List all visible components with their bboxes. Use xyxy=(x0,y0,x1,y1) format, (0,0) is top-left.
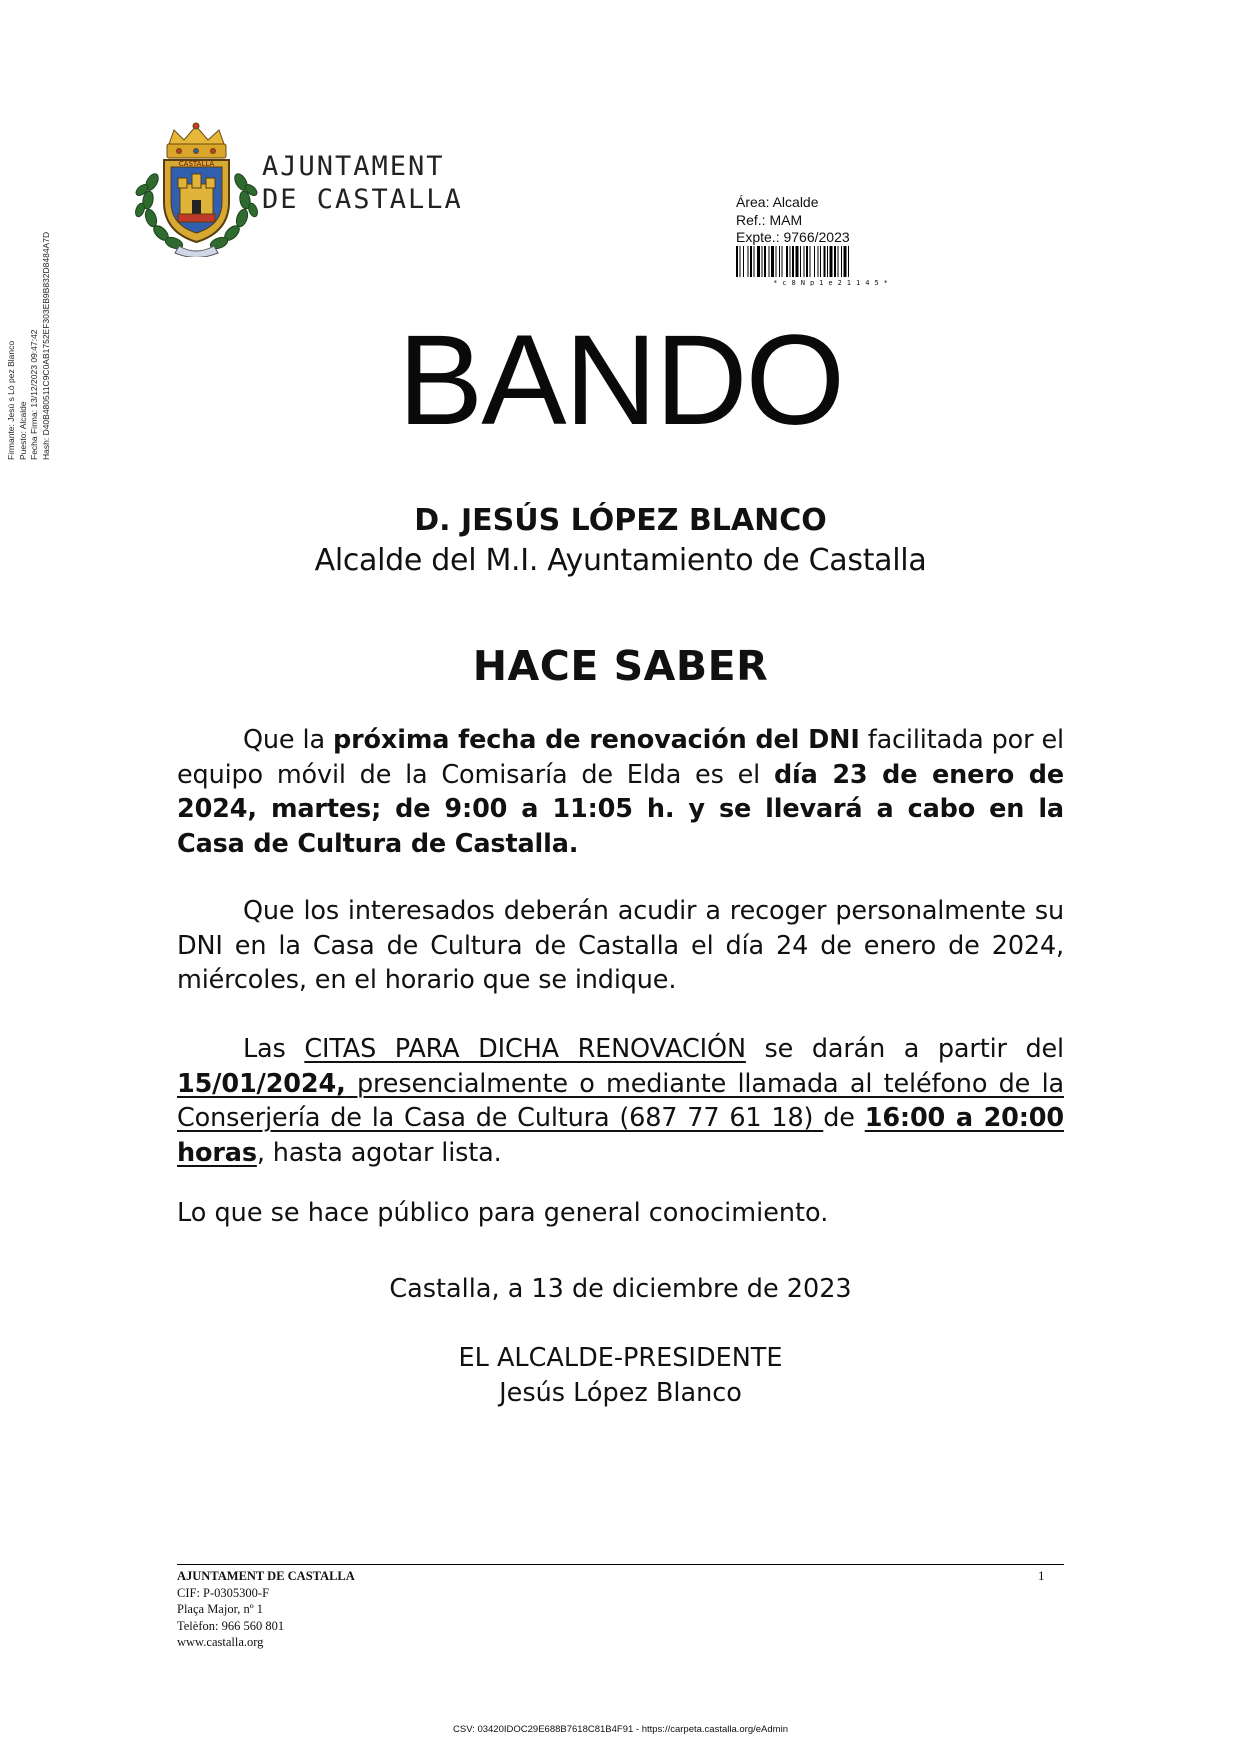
barcode-bar xyxy=(848,246,849,277)
barcode-bar xyxy=(743,246,744,277)
p1-bold-2: día 23 de enero de 2024, martes; de 9:00 a 11:05 h. y se llevará a cabo en la Casa de Cultura de Castalla. xyxy=(177,759,1064,859)
issuer-role: Alcalde del M.I. Ayuntamiento de Castalla xyxy=(314,543,927,578)
paragraph-appointments xyxy=(177,1032,1064,1170)
footer-divider xyxy=(177,1564,1064,1565)
barcode-bar xyxy=(810,246,811,277)
footer-cif: CIF: P-0305300-F xyxy=(177,1585,270,1600)
barcode-bar xyxy=(769,246,770,277)
barcode-bar xyxy=(841,246,842,277)
p1-text-2: facilitada por el equipo móvil de la Comisaría de Elda es el xyxy=(177,725,1064,790)
institution-line-1: AJUNTAMENT xyxy=(262,151,445,182)
signer-title: EL ALCALDE-PRESIDENTE xyxy=(458,1343,783,1373)
barcode-bar xyxy=(824,246,826,277)
area-label: Área: Alcalde xyxy=(736,194,819,210)
place-and-date: Castalla, a 13 de diciembre de 2023 xyxy=(389,1274,852,1304)
p2-text: Que los interesados deberán acudir a recoger personalmente su DNI en la Casa de Cultura de Castalla el día 24 de enero de 2024, miércoles, en el horario que se indique. xyxy=(177,896,1064,995)
barcode-bar xyxy=(834,246,836,277)
document-barcode xyxy=(736,246,930,286)
signer-name: Jesús López Blanco xyxy=(499,1378,742,1408)
p3-underline-1: CITAS PARA DICHA RENOVACIÓN xyxy=(304,1034,746,1064)
expte-label: Expte.: 9766/2023 xyxy=(736,229,850,245)
hash-line: Hash: D40B480511C9C0AB1752EF303EB9B832D8484A7D xyxy=(40,231,51,460)
barcode-bar xyxy=(806,246,808,277)
barcode-bar xyxy=(776,246,777,277)
barcode-text: *c8Np1e21145* xyxy=(773,279,893,286)
p3-underline-bold-2: 16:00 a 20:00 horas xyxy=(177,1103,1064,1168)
p1-text-1: Que la xyxy=(243,725,334,755)
barcode-bar xyxy=(762,246,763,277)
barcode-bar xyxy=(830,246,833,277)
p3-text-3: de xyxy=(823,1103,865,1133)
barcode-bar xyxy=(786,246,788,277)
barcode-bar xyxy=(771,246,774,277)
barcode-bar xyxy=(779,246,780,277)
closing-statement: Lo que se hace público para general conocimiento. xyxy=(177,1198,829,1228)
barcode-bar xyxy=(757,246,760,277)
signer-line: Firmante: Jesú s Ló pez Blanco xyxy=(6,340,16,460)
barcode-bar xyxy=(750,246,752,277)
p3-underline-bold-1: 15/01/2024, xyxy=(177,1068,346,1099)
p3-text-1: Las xyxy=(243,1034,305,1064)
p1-bold-1: próxima fecha de renovación del DNI xyxy=(333,725,860,755)
footer xyxy=(177,1568,355,1651)
barcode-bar xyxy=(818,246,819,277)
p3-underline-2: presencialmente o mediante llamada al teléfono de la Conserjería de la Casa de Cultura (687 77 61 18) xyxy=(177,1068,1064,1133)
institution-name xyxy=(262,150,463,216)
barcode-bar xyxy=(804,246,805,277)
footer-phone: Telèfon: 966 560 801 xyxy=(177,1618,285,1633)
barcode-bar xyxy=(748,246,749,277)
barcode-bar xyxy=(814,246,815,277)
barcode-bar xyxy=(764,246,766,277)
section-heading: HACE SABER xyxy=(472,642,769,690)
footer-organization: AJUNTAMENT DE CASTALLA xyxy=(177,1569,355,1583)
barcode-bar xyxy=(736,246,738,277)
barcode-bar xyxy=(844,246,847,277)
page-number: 1 xyxy=(1038,1568,1045,1583)
barcode-bar xyxy=(792,246,794,277)
issuer-name: D. JESÚS LÓPEZ BLANCO xyxy=(414,503,827,538)
document-metadata xyxy=(736,194,850,247)
barcode-bar xyxy=(820,246,821,277)
document-title: BANDO xyxy=(397,309,844,452)
barcode-bar xyxy=(782,246,783,277)
barcode-bar xyxy=(796,246,799,277)
paragraph-dni-pickup xyxy=(177,894,1064,998)
barcode-bar xyxy=(740,246,741,277)
p3-text-4: , hasta agotar lista. xyxy=(256,1137,502,1168)
barcode-bar xyxy=(838,246,839,277)
footer-website: www.castalla.org xyxy=(177,1635,264,1649)
paragraph-dni-renewal xyxy=(177,723,1064,861)
barcode-bar xyxy=(800,246,801,277)
p3-text-2: se darán a partir del xyxy=(745,1034,1064,1064)
footer-address: Plaça Major, nº 1 xyxy=(177,1602,263,1616)
barcode-bar xyxy=(790,246,791,277)
barcode-bar xyxy=(754,246,755,277)
csv-verification-code: CSV: 03420IDOC29E688B7618C81B4F91 - https://carpeta.castalla.org/eAdmin xyxy=(453,1724,788,1735)
barcode-bar xyxy=(827,246,828,277)
institution-line-2: DE CASTALLA xyxy=(262,184,463,215)
position-line: Puesto: Alcalde xyxy=(17,401,28,460)
ref-label: Ref.: MAM xyxy=(736,211,803,228)
logo-lettering: CASTALLA xyxy=(178,160,215,168)
coat-of-arms-logo xyxy=(134,122,259,257)
sign-date-line: Fecha Firma: 13/12/2023 09:47:42 xyxy=(29,329,39,460)
